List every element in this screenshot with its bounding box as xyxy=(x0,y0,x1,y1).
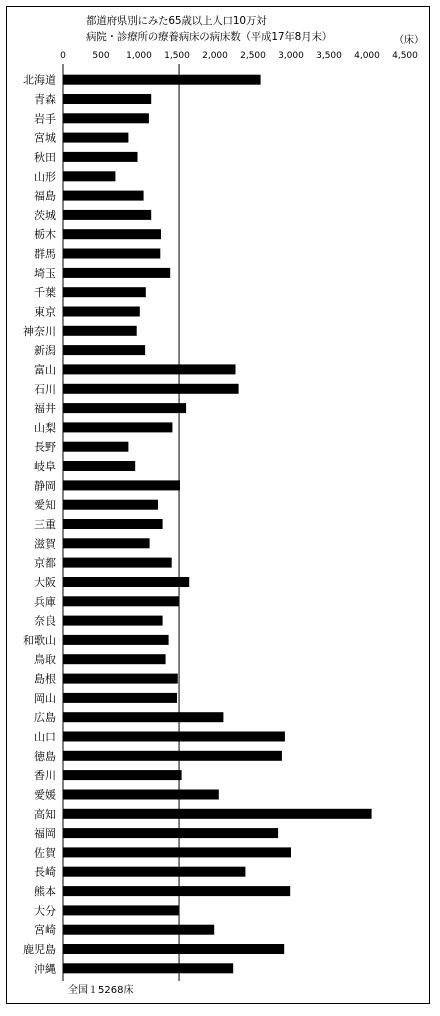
x-tick-label: 4,000 xyxy=(354,51,380,61)
footnote: 全国１5268床 xyxy=(68,985,134,996)
category-label: 島根 xyxy=(34,672,56,686)
bar xyxy=(63,828,278,838)
bar xyxy=(63,171,115,181)
x-tick-label: 2,000 xyxy=(202,51,228,61)
category-label: 長崎 xyxy=(34,865,56,879)
x-tick-label: 0 xyxy=(60,51,66,61)
category-label: 岡山 xyxy=(34,691,56,705)
category-label: 秋田 xyxy=(34,150,56,164)
bar xyxy=(63,287,146,297)
x-tick-label: 3,000 xyxy=(278,51,304,61)
x-tick-label: 4,500 xyxy=(392,51,418,61)
bar xyxy=(63,790,219,800)
bar xyxy=(63,480,180,490)
x-tick-label: 500 xyxy=(92,51,110,61)
category-label: 岩手 xyxy=(34,112,56,126)
category-label: 新潟 xyxy=(34,344,56,358)
category-label: 山形 xyxy=(34,170,56,184)
bar xyxy=(63,867,245,877)
category-label: 山口 xyxy=(34,730,56,744)
category-label: 広島 xyxy=(34,711,56,725)
bar xyxy=(63,152,138,162)
category-label: 沖縄 xyxy=(34,962,56,976)
bar xyxy=(63,732,285,742)
chart-title-line-2: 病院・診療所の療養病床の病床数（平成17年8月末） xyxy=(86,31,333,43)
x-axis-ticks xyxy=(60,51,418,61)
category-label: 茨城 xyxy=(34,208,56,222)
y-axis-labels xyxy=(23,73,57,976)
category-label: 香川 xyxy=(34,769,56,783)
category-label: 宮城 xyxy=(34,131,56,145)
chart-title-line-1: 都道府県別にみた65歳以上人口10万対 xyxy=(86,15,267,27)
bar xyxy=(63,307,140,317)
category-label: 宮崎 xyxy=(34,923,56,937)
category-label: 石川 xyxy=(34,382,56,396)
category-label: 大阪 xyxy=(34,576,56,589)
category-label: 奈良 xyxy=(34,614,56,628)
category-label: 愛知 xyxy=(34,498,56,512)
category-label: 福岡 xyxy=(34,827,56,841)
category-label: 愛媛 xyxy=(34,788,56,802)
bar xyxy=(63,442,128,452)
bar xyxy=(63,191,144,201)
bar xyxy=(63,770,182,780)
x-tick-label: 1,000 xyxy=(126,51,152,61)
category-label: 静岡 xyxy=(34,479,56,493)
category-label: 鳥取 xyxy=(34,653,56,667)
bar xyxy=(63,249,160,259)
bar xyxy=(63,751,282,761)
bar xyxy=(63,94,151,104)
category-label: 徳島 xyxy=(34,749,56,763)
bar xyxy=(63,210,151,220)
bar xyxy=(63,326,137,336)
category-label: 群馬 xyxy=(34,247,56,261)
category-label: 京都 xyxy=(34,556,56,570)
category-label: 大分 xyxy=(34,904,56,918)
bar xyxy=(63,596,179,606)
category-label: 東京 xyxy=(34,305,56,319)
category-label: 神奈川 xyxy=(23,324,56,338)
bar xyxy=(63,364,236,374)
bar xyxy=(63,268,170,278)
bar xyxy=(63,113,149,123)
category-label: 福井 xyxy=(34,402,56,416)
bar xyxy=(63,712,223,722)
category-label: 福島 xyxy=(34,189,56,203)
bars xyxy=(63,75,372,974)
bar xyxy=(63,461,135,471)
category-label: 三重 xyxy=(34,518,56,531)
bar xyxy=(63,944,284,954)
bar xyxy=(63,133,128,143)
x-tick-label: 1,500 xyxy=(164,51,190,61)
bar xyxy=(63,905,179,915)
bar xyxy=(63,538,150,548)
category-label: 千葉 xyxy=(34,286,56,300)
category-label: 兵庫 xyxy=(34,595,56,609)
category-label: 熊本 xyxy=(34,885,56,899)
bar xyxy=(63,75,261,85)
category-label: 佐賀 xyxy=(34,846,56,860)
category-label: 滋賀 xyxy=(34,537,56,551)
bar xyxy=(63,500,158,510)
bar xyxy=(63,693,177,703)
category-label: 鹿児島 xyxy=(23,943,56,956)
bar xyxy=(63,519,163,529)
bar xyxy=(63,886,290,896)
bar xyxy=(63,616,163,626)
x-tick-label: 3,500 xyxy=(316,51,342,61)
bar xyxy=(63,635,169,645)
bar xyxy=(63,654,166,664)
bar xyxy=(63,558,172,568)
category-label: 富山 xyxy=(34,363,56,377)
bar xyxy=(63,674,178,684)
bar xyxy=(63,422,172,432)
category-label: 和歌山 xyxy=(23,633,56,647)
unit-label: （床） xyxy=(394,35,424,46)
category-label: 山梨 xyxy=(34,421,56,435)
bar xyxy=(63,963,233,973)
x-tick-label: 2,500 xyxy=(240,51,266,61)
category-label: 長野 xyxy=(34,440,56,454)
bar xyxy=(63,384,239,394)
category-label: 栃木 xyxy=(34,228,56,242)
category-label: 高知 xyxy=(34,807,56,821)
category-label: 岐阜 xyxy=(34,460,56,473)
bar xyxy=(63,229,161,239)
bar xyxy=(63,345,145,355)
bar xyxy=(63,847,291,857)
category-label: 青森 xyxy=(34,93,56,106)
bar xyxy=(63,925,214,935)
bar xyxy=(63,577,189,587)
bar xyxy=(63,403,186,413)
bar xyxy=(63,809,372,819)
category-label: 埼玉 xyxy=(34,266,56,280)
category-label: 北海道 xyxy=(23,73,56,87)
